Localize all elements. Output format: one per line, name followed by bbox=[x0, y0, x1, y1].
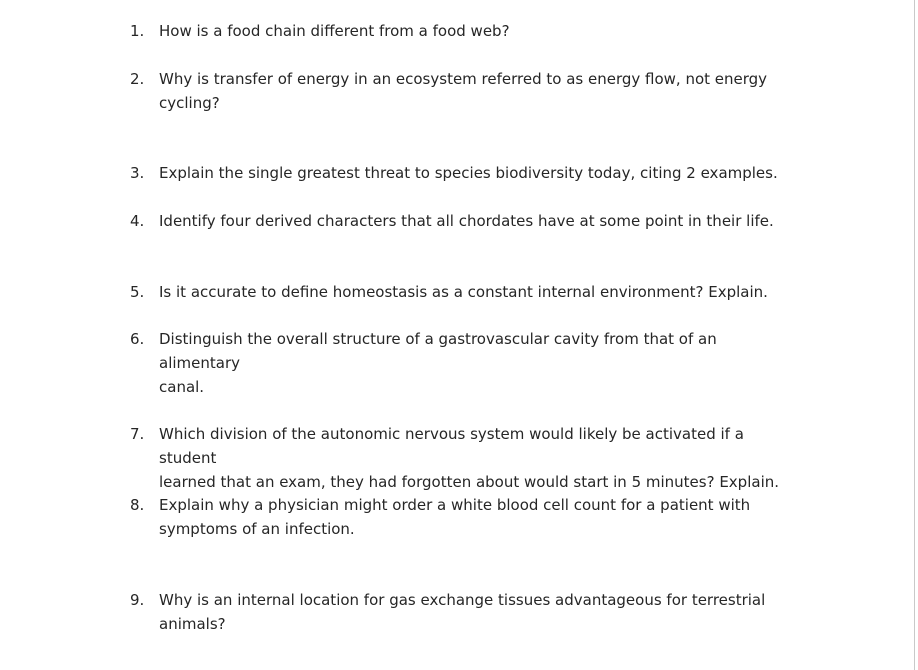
question-number: 6. bbox=[130, 330, 145, 348]
cropped-previous-line bbox=[150, 0, 770, 3]
question-number: 8. bbox=[130, 496, 145, 514]
question-text: Identify four derived characters that all chordates have at some point in their life. bbox=[159, 212, 774, 230]
question-text: Distinguish the overall structure of a gastrovascular cavity from that of an alimentary canal. bbox=[159, 330, 717, 396]
question-number: 9. bbox=[130, 591, 145, 609]
page-edge-divider bbox=[914, 0, 915, 670]
question-text: Explain the single greatest threat to species biodiversity today, citing 2 examples. bbox=[159, 164, 778, 182]
question-number: 7. bbox=[130, 425, 145, 443]
question-number: 5. bbox=[130, 283, 145, 301]
question-number: 3. bbox=[130, 164, 145, 182]
question-text: Which division of the autonomic nervous system would likely be activated if a student learned that an exam, they had forgotten about would start in 5 minutes? Explain. bbox=[159, 425, 780, 491]
question-text: Why is transfer of energy in an ecosystem referred to as energy flow, not energy cycling? bbox=[159, 70, 768, 112]
question-number: 1. bbox=[130, 22, 145, 40]
question-text: How is a food chain different from a food web? bbox=[159, 22, 510, 40]
question-number: 2. bbox=[130, 70, 145, 88]
question-text: Why is an internal location for gas exchange tissues advantageous for terrestrial animals? bbox=[159, 591, 766, 633]
question-text: Is it accurate to define homeostasis as a constant internal environment? Explain. bbox=[159, 283, 768, 301]
question-text: Explain why a physician might order a white blood cell count for a patient with symptoms of an infection. bbox=[159, 496, 751, 538]
question-number: 4. bbox=[130, 212, 145, 230]
